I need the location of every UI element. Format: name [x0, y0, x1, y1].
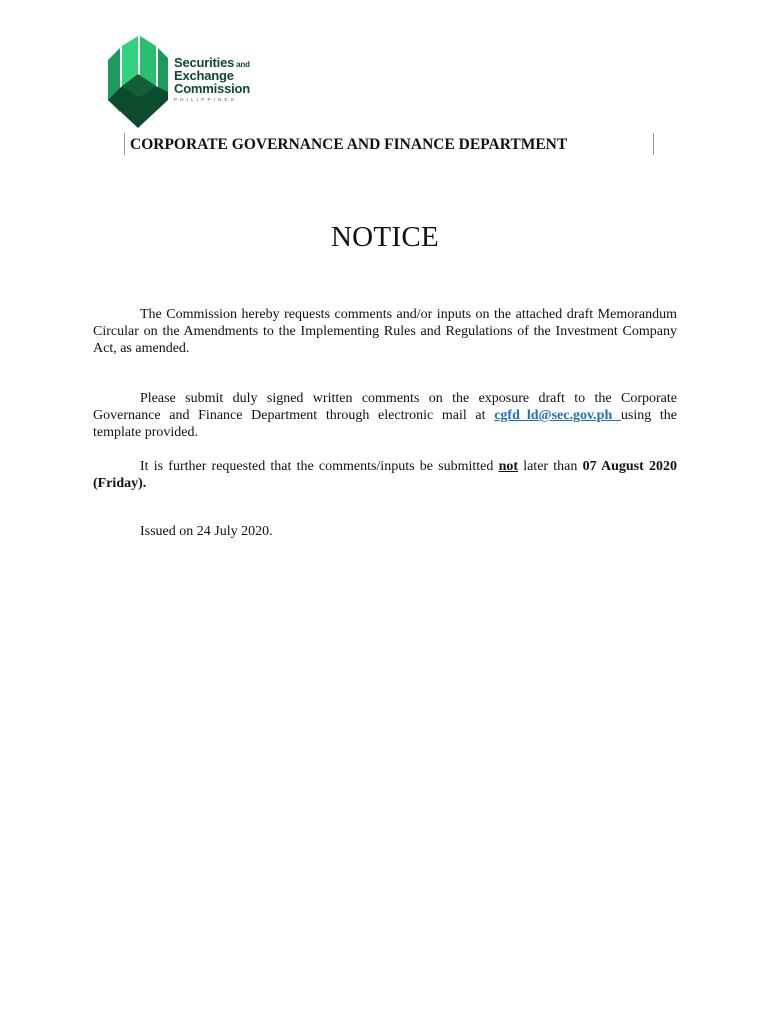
submission-text-before: Please submit duly signed written comments on the exposure draft to the Corporate Governance and Finance Department through electronic mail at	[93, 391, 677, 423]
notice-heading: NOTICE	[330, 221, 440, 253]
logo-line-philippines: PHILIPPINES	[174, 97, 237, 102]
department-title: CORPORATE GOVERNANCE AND FINANCE DEPARTMENT	[130, 136, 568, 153]
deadline-not-emphasis: not	[498, 459, 519, 474]
logo-wordmark	[174, 56, 250, 103]
issued-date: Issued on 24 July 2020.	[140, 524, 273, 539]
deadline-text-middle: later than	[518, 459, 583, 474]
deadline-date: 07 August 2020 (Friday).	[93, 459, 677, 491]
submission-text-after: using the template provided.	[93, 408, 678, 440]
logo-line-commission: Commission	[174, 81, 251, 96]
sec-emblem-icon	[106, 34, 172, 130]
logo-line-exchange: Exchange	[174, 68, 234, 83]
paragraph-deadline	[93, 458, 677, 492]
deadline-text-before: It is further requested that the comments/inputs be submitted	[140, 459, 499, 474]
sec-logo	[106, 34, 276, 130]
logo-line-and: and	[236, 60, 250, 69]
logo-line-securities: Securities	[174, 55, 235, 70]
paragraph-submission	[93, 390, 677, 441]
paragraph-request: The Commission hereby requests comments and/or inputs on the attached draft Memorandum Circular on the Amendments to the Implementing Rules and Regulations of the Investment Company Act, as amended.	[93, 307, 677, 356]
email-link[interactable]: cgfd_ld@sec.gov.ph	[494, 408, 621, 423]
